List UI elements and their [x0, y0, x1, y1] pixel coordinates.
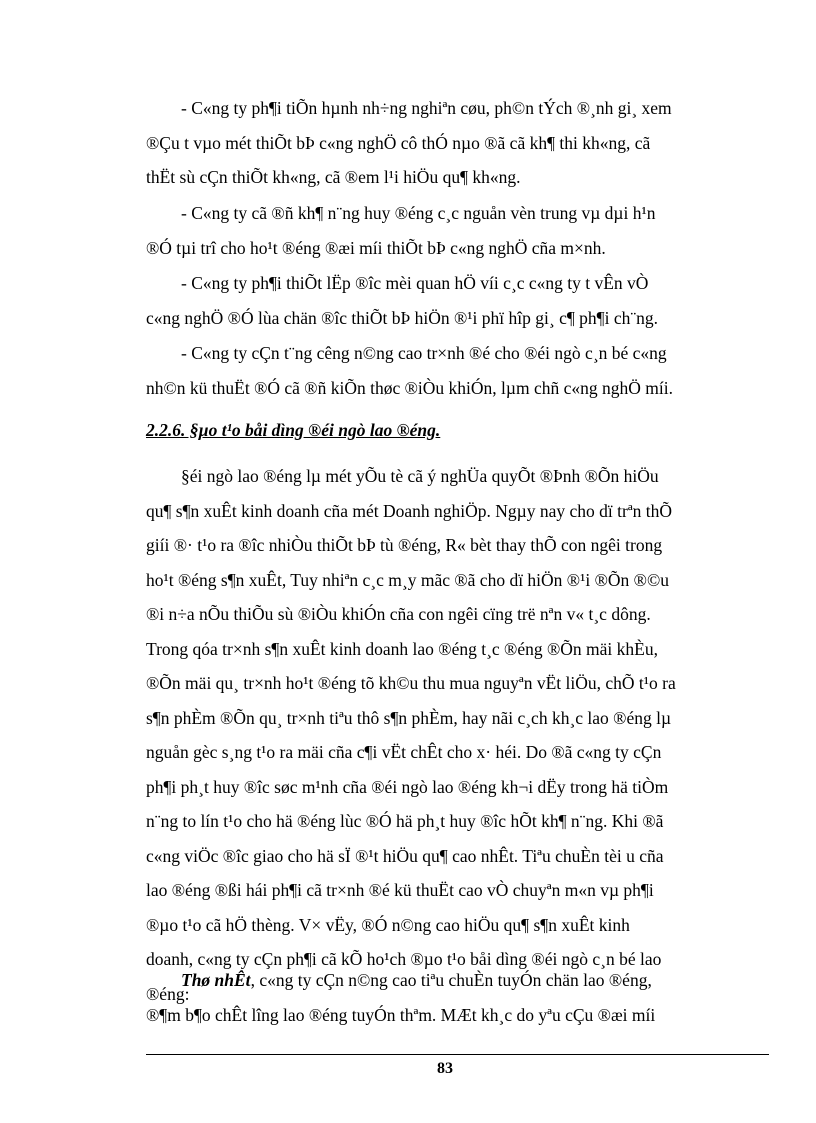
text-line — [146, 963, 727, 998]
section-heading: 2.2.6. §µo t¹o båi dìng ®éi ngò lao ®éng. — [146, 420, 441, 440]
paragraph-4 — [146, 336, 727, 405]
text-line: ®i n÷a nÕu thiÕu sù ®iÒu khiÓn cña con ngêi cïng trë nªn v« t¸c dông. — [146, 604, 651, 624]
text-line: - C«ng ty ph¶i tiÕn hµnh nh÷ng nghiªn cøu, ph©n tÝch ®¸nh gi¸ xem — [181, 98, 672, 118]
text-line: s¶n phÈm ®Õn qu¸ tr×nh tiªu thô s¶n phÈm, hay nãi c¸ch kh¸c lao ®éng lµ — [146, 707, 672, 728]
text-line: ho¹t ®éng s¶n xuÊt, Tuy nhiªn c¸c m¸y mãc ®ã cho dï hiÖn ®¹i ®Õn ®©u — [146, 569, 669, 590]
text-line: nh©n kü thuËt ®Ó cã ®ñ kiÕn thøc ®iÒu khiÓn, lµm chñ c«ng nghÖ míi. — [146, 377, 673, 398]
text-line: - C«ng ty cã ®ñ kh¶ n¨ng huy ®éng c¸c nguån vèn trung vµ dµi h¹n — [181, 203, 656, 223]
text-line: thËt sù cÇn thiÕt kh«ng, cã ®em l¹i hiÖu qu¶ kh«ng. — [146, 167, 521, 187]
text-line: c«ng viÖc ®îc giao cho hä sÏ ®¹t hiÖu qu¶ cao nhÊt. Tiªu chuÈn tèi u cña — [146, 845, 664, 866]
footer-divider — [146, 1054, 769, 1055]
paragraph-2 — [146, 196, 727, 265]
text-line: nguån gèc s¸ng t¹o ra mäi cña c¶i vËt chÊt cho x· héi. Do ®ã c«ng ty cÇn — [146, 742, 662, 762]
text-line: qu¶ s¶n xuÊt kinh doanh cña mét Doanh nghiÖp. Ngµy nay cho dï trªn thÕ — [146, 500, 673, 521]
text-line: Trong qóa tr×nh s¶n xuÊt kinh doanh lao ®éng t¸c ®éng ®Õn mäi khÈu, — [146, 638, 658, 659]
text-line: - C«ng ty ph¶i thiÕt lËp ®îc mèi quan hÖ víi c¸c c«ng ty t vÊn vÒ — [181, 273, 649, 293]
text-line: - C«ng ty cÇn t¨ng cêng n©ng cao tr×nh ®é cho ®éi ngò c¸n bé c«ng — [181, 343, 667, 363]
text-line: ®µo t¹o cã hÖ thèng. V× vËy, ®Ó n©ng cao hiÖu qu¶ s¶n xuÊt kinh — [146, 914, 630, 935]
text-line: n¨ng to lín t¹o cho hä ®éng lùc ®Ó hä ph¸t huy ®îc hÕt kh¶ n¨ng. Khi ®ã — [146, 811, 664, 831]
page-number: 83 — [437, 1060, 453, 1077]
lead-phrase: Thø nhÊt — [181, 970, 251, 990]
text-line: §éi ngò lao ®éng lµ mét yÕu tè cã ý nghÜa quyÕt ®Þnh ®Õn hiÖu — [181, 466, 659, 486]
text-line: ®Çu t vµo mét thiÕt bÞ c«ng nghÖ cô thÓ nµo ®ã cã kh¶ thi kh«ng, cã — [146, 132, 651, 153]
text-line: ®¶m b¶o chÊt lîng lao ®éng tuyÓn thªm. MÆt kh¸c do yªu cÇu ®æi míi — [146, 1004, 656, 1025]
body-paragraph — [146, 459, 727, 1011]
line-remainder: , c«ng ty cÇn n©ng cao tiªu chuÈn tuyÓn chän lao ®éng, — [250, 970, 652, 990]
text-line: ®éng: — [146, 983, 190, 1004]
text-line: ph¶i ph¸t huy ®îc søc m¹nh cña ®éi ngò lao ®éng kh¬i dËy trong hä tiÒm — [146, 776, 669, 797]
final-paragraph — [146, 963, 727, 1032]
text-line: ®Ó tµi trî cho ho¹t ®éng ®æi míi thiÕt bÞ c«ng nghÖ cña m×nh. — [146, 237, 606, 258]
paragraph-1 — [146, 91, 727, 195]
paragraph-3 — [146, 266, 727, 335]
text-line: c«ng nghÖ ®Ó lùa chän ®îc thiÕt bÞ hiÖn ®¹i phï hîp gi¸ c¶ ph¶i ch¨ng. — [146, 307, 659, 328]
text-line: lao ®éng ®ßi hái ph¶i cã tr×nh ®é kü thuËt cao vÒ chuyªn m«n vµ ph¶i — [146, 880, 654, 900]
text-line: doanh, c«ng ty cÇn ph¶i cã kÕ ho¹ch ®µo t¹o båi dìng ®éi ngò c¸n bé lao — [146, 949, 662, 969]
text-line: giíi ®· t¹o ra ®îc nhiÒu thiÕt bÞ tù ®éng, R« bèt thay thÕ con ngêi trong — [146, 535, 663, 555]
text-line: ®Õn mäi qu¸ tr×nh ho¹t ®éng tõ kh©u thu mua nguyªn vËt liÖu, chÕ t¹o ra — [146, 673, 676, 693]
